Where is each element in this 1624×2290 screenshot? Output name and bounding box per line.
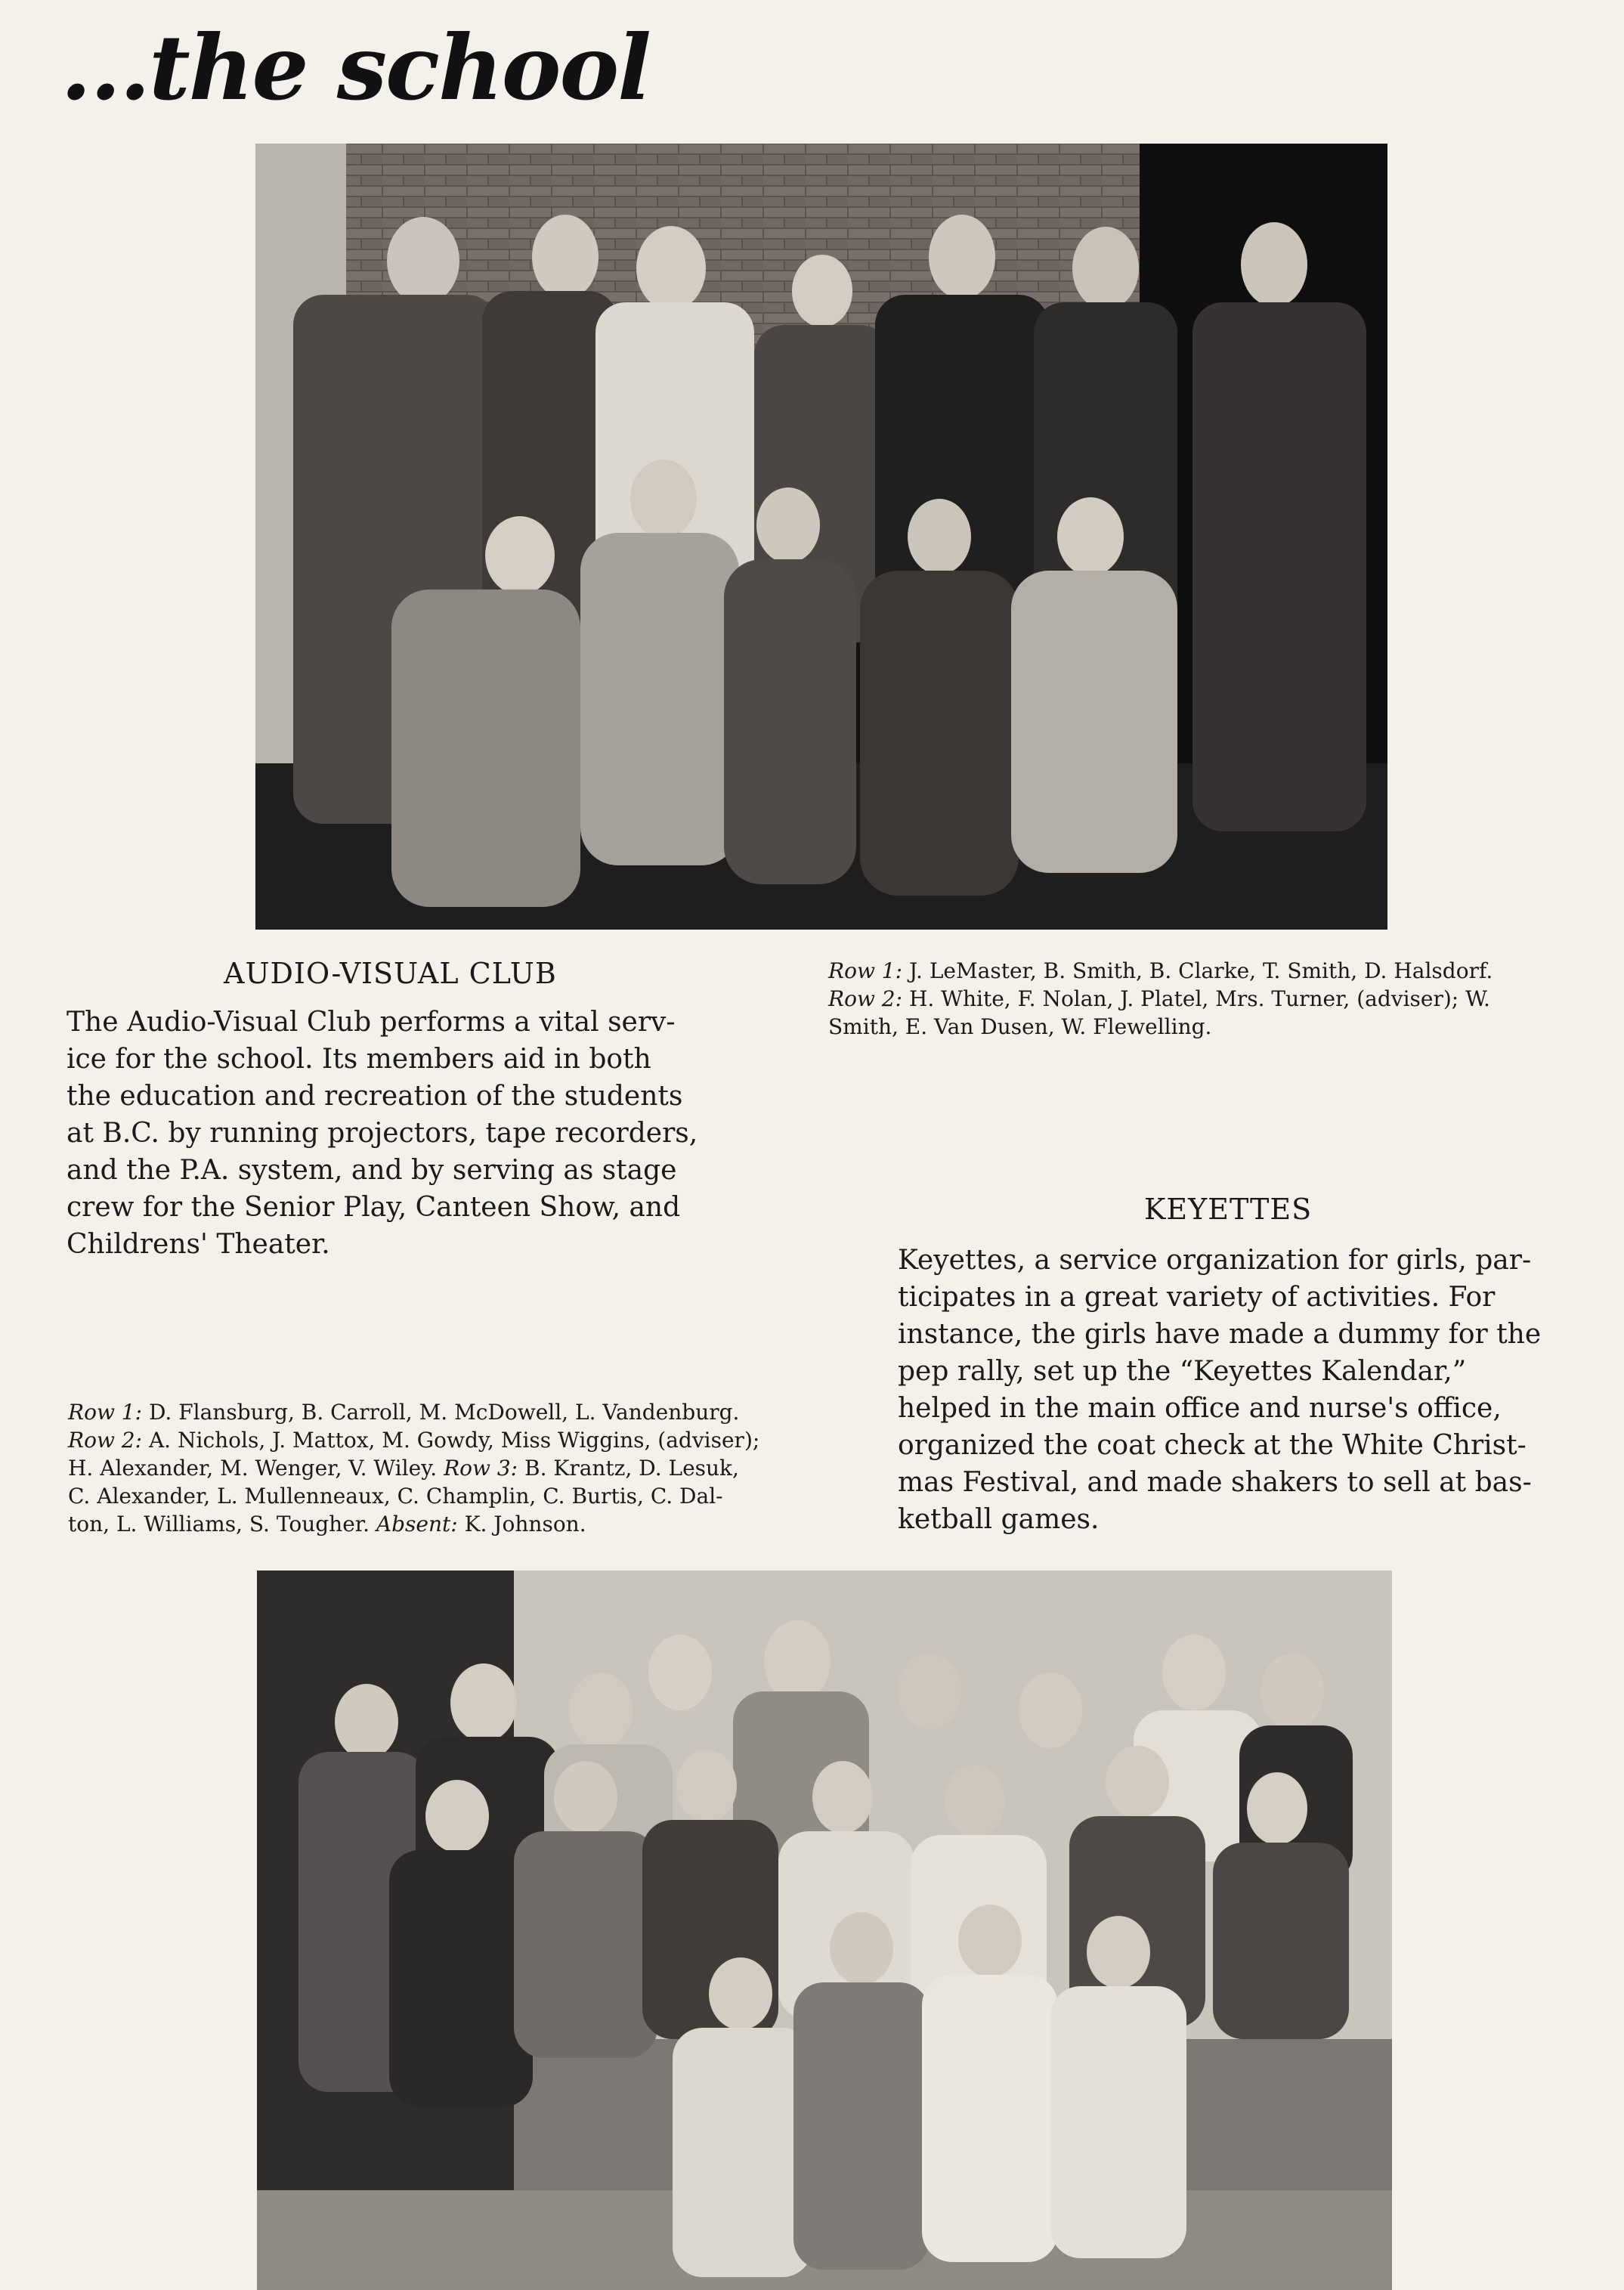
keyettes-description: Keyettes, a service organization for girls, par- ticipates in a great variety of activities. For instance, the girls have made a dummy for the pep rally, set up the “Keyettes Kalendar,” helped in the main office and nurse's office, organized the coat check at the White Christ- mas Festival, and made shakers to sell at bas- ketball games. bbox=[898, 1245, 1542, 1535]
audio-visual-club-caption: Row 1: J. LeMaster, B. Smith, B. Clarke, T. Smith, D. Halsdorf. Row 2: H. White, F. Nolan, J. Platel, Mrs. Turner, (adviser); W. Smith, E. Van Dusen, W. Flewelling. bbox=[828, 958, 1493, 1039]
keyettes-title: KEYETTES bbox=[1144, 1193, 1313, 1226]
keyettes-caption: Row 1: D. Flansburg, B. Carroll, M. McDowell, L. Vandenburg. Row 2: A. Nichols, J. Mattox, M. Gowdy, Miss Wiggins, (adviser); H. Alexander, M. Wenger, V. Wiley. Row 3: B. Krantz, D. Lesuk, C. Alexander, L. Mullenneaux, C. Champlin, C. Burtis, C. Dal- ton, L. Williams, S. Tougher. Absent: K. Johnson. bbox=[68, 1400, 760, 1536]
audio-visual-club-title: AUDIO-VISUAL CLUB bbox=[224, 957, 557, 990]
audio-visual-club-photo bbox=[255, 144, 1387, 930]
page-title: ...the school bbox=[60, 15, 651, 120]
audio-visual-club-description: The Audio-Visual Club performs a vital serv- ice for the school. Its members aid in both the education and recreation of the students at B.C. by running projectors, tape recorders, and the P.A. system, and by serving as stage crew for the Senior Play, Canteen Show, and Childrens' Theater. bbox=[67, 1007, 698, 1260]
keyettes-photo bbox=[257, 1571, 1392, 2290]
